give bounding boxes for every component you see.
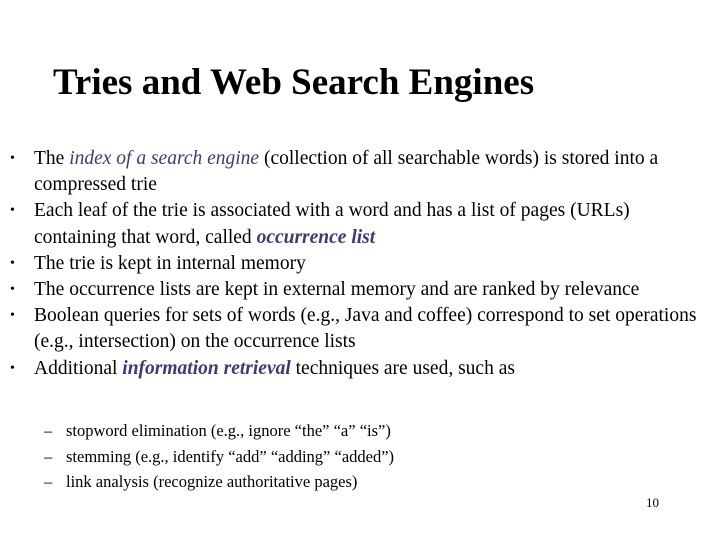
bullet-marker: • <box>10 360 15 376</box>
sub-bullet-text: stopword elimination (e.g., ignore “the” “a” “is”) <box>66 421 391 440</box>
bullet-text: techniques are used, such as <box>290 357 515 379</box>
sub-bullet-marker: – <box>44 421 53 440</box>
bullet-text: The <box>34 148 70 169</box>
sub-bullet-list <box>44 418 684 495</box>
sub-bullet-marker: – <box>44 446 53 466</box>
sub-bullet-item <box>44 469 684 495</box>
bullet-item <box>10 251 710 277</box>
sub-bullet-text: stemming (e.g., identify “add” “adding” “added”) <box>66 446 395 466</box>
bullet-marker: • <box>10 255 15 271</box>
emphasis-occurrence-list: occurrence list <box>256 226 376 248</box>
page-number: 10 <box>646 495 659 510</box>
bullet-text: The occurrence lists are kept in external memory and are ranked by relevance <box>34 279 640 301</box>
bullet-text: Boolean queries for sets of words (e.g., Java and coffee) correspond to set operations (e.g., intersection) on the occurrence lists <box>34 305 697 353</box>
sub-bullet-text: link analysis (recognize authoritative pages) <box>66 472 358 491</box>
bullet-text: The trie is kept in internal memory <box>34 252 306 274</box>
emphasis-information-retrieval: information retrieval <box>122 357 291 379</box>
slide-title: Tries and Web Search Engines <box>53 62 535 103</box>
bullet-item <box>10 356 710 382</box>
bullet-text: Each leaf of the trie is associated with a word and has a list of pages (URLs) containing that word, called <box>34 200 630 248</box>
bullet-item <box>10 198 710 250</box>
sub-bullet-item <box>44 444 684 470</box>
emphasis-index-of-search-engine: index of a search engine <box>69 148 260 169</box>
bullet-marker: • <box>10 282 15 298</box>
bullet-item <box>10 146 710 198</box>
bullet-list <box>10 146 710 382</box>
sub-bullet-item <box>44 418 684 444</box>
bullet-text: (collection of all searchable words) is stored into a compressed trie <box>34 148 659 196</box>
bullet-marker: • <box>10 203 15 219</box>
bullet-item <box>10 277 710 303</box>
bullet-marker: • <box>10 151 15 166</box>
bullet-item <box>10 303 710 355</box>
bullet-marker: • <box>10 308 15 324</box>
bullet-text: Additional <box>34 357 123 379</box>
sub-bullet-marker: – <box>44 472 53 491</box>
